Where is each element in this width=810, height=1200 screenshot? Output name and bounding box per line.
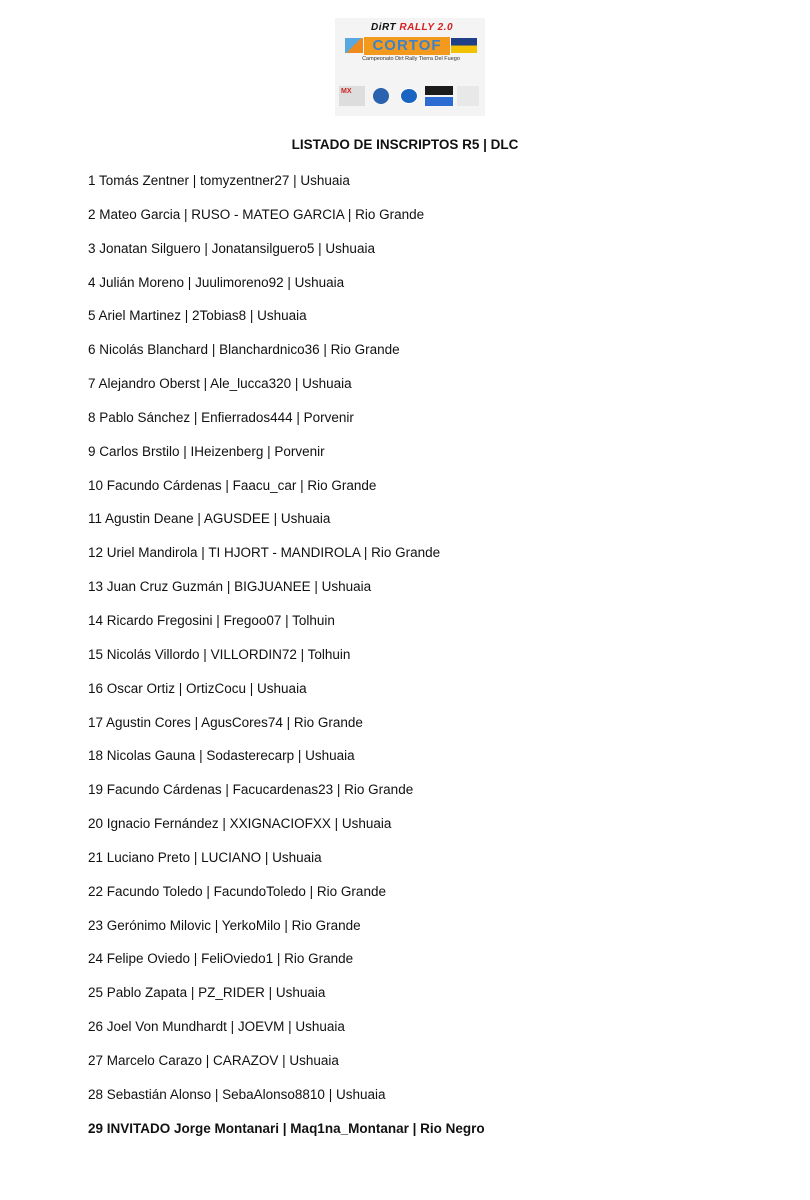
list-item: 8 Pablo Sánchez | Enfierrados444 | Porvenir [88, 409, 354, 425]
list-item: 14 Ricardo Fregosini | Fregoo07 | Tolhuin [88, 612, 335, 628]
list-item: 20 Ignacio Fernández | XXIGNACIOFXX | Ushuaia [88, 816, 392, 832]
list-item: 16 Oscar Ortiz | OrtizCocu | Ushuaia [88, 680, 307, 696]
championship-subtitle: Campeonato Dirt Rally Tierra Del Fuego [362, 56, 460, 62]
list-item: 6 Nicolás Blanchard | Blanchardnico36 | Rio Grande [88, 342, 400, 358]
cortof-logo [345, 37, 477, 55]
list-item: 2 Mateo Garcia | RUSO - MATEO GARCIA | Rio Grande [88, 206, 425, 222]
logo-panel [335, 18, 485, 116]
dirt-logo-word: DiRT [370, 22, 397, 33]
list-item: 26 Joel Von Mundhardt | JOEVM | Ushuaia [88, 1019, 345, 1035]
rally-logo-word: RALLY 2.0 [399, 22, 454, 33]
cortof-logo-text: CORTOF [364, 37, 450, 55]
list-item: 21 Luciano Preto | LUCIANO | Ushuaia [88, 849, 322, 865]
list-item: 17 Agustin Cores | AgusCores74 | Rio Grande [88, 714, 363, 730]
cortof-facebook-icon [457, 86, 479, 106]
sponsor-logos [339, 86, 481, 108]
cortof-emblem-icon [345, 38, 363, 53]
list-item: 11 Agustin Deane | AGUSDEE | Ushuaia [88, 511, 331, 527]
globe-logo-icon [397, 86, 421, 106]
list-item: 9 Carlos Brstilo | IHeizenberg | Porvenir [88, 443, 325, 459]
list-item: 3 Jonatan Silguero | Jonatansilguero5 | Ushuaia [88, 240, 375, 256]
list-item: 7 Alejandro Oberst | Ale_lucca320 | Ushuaia [88, 376, 352, 392]
dirt-rally-logo [367, 22, 457, 36]
list-item: 1 Tomás Zentner | tomyzentner27 | Ushuaia [88, 173, 350, 188]
list-item: 22 Facundo Toledo | FacundoToledo | Rio Grande [88, 883, 386, 899]
mx-logo-text: MX [341, 88, 352, 95]
list-item: 28 Sebastián Alonso | SebaAlonso8810 | Ushuaia [88, 1086, 386, 1102]
list-item: 27 Marcelo Carazo | CARAZOV | Ushuaia [88, 1052, 339, 1068]
list-item: 24 Felipe Oviedo | FeliOviedo1 | Rio Grande [88, 951, 354, 967]
list-item: 5 Ariel Martinez | 2Tobias8 | Ushuaia [88, 308, 307, 324]
list-item: 4 Julián Moreno | Juulimoreno92 | Ushuaia [88, 274, 345, 290]
list-item: 12 Uriel Mandirola | TI HJORT - MANDIROLA | Rio Grande [88, 545, 441, 561]
list-item: 10 Facundo Cárdenas | Faacu_car | Rio Grande [88, 477, 377, 493]
mx-logo-icon [339, 86, 365, 106]
list-item: 15 Nicolás Villordo | VILLORDIN72 | Tolhuin [88, 646, 351, 662]
header-logos [335, 18, 485, 116]
list-item: 29 INVITADO Jorge Montanari | Maq1na_Montanar | Rio Negro [88, 1120, 485, 1136]
apitur-logo-icon [369, 86, 393, 106]
page-title: LISTADO DE INSCRIPTOS R5 | DLC [291, 137, 519, 152]
list-item: 13 Juan Cruz Guzmán | BIGJUANEE | Ushuaia [88, 579, 372, 595]
tierra-del-fuego-flag-icon [451, 38, 477, 53]
entry-list [88, 173, 788, 1154]
list-item: 25 Pablo Zapata | PZ_RIDER | Ushuaia [88, 985, 326, 1001]
bar-logo-icon [425, 86, 453, 106]
list-item: 18 Nicolas Gauna | Sodasterecarp | Ushuaia [88, 748, 355, 764]
list-item: 19 Facundo Cárdenas | Facucardenas23 | Rio Grande [88, 782, 414, 798]
list-item: 23 Gerónimo Milovic | YerkoMilo | Rio Grande [88, 917, 361, 933]
